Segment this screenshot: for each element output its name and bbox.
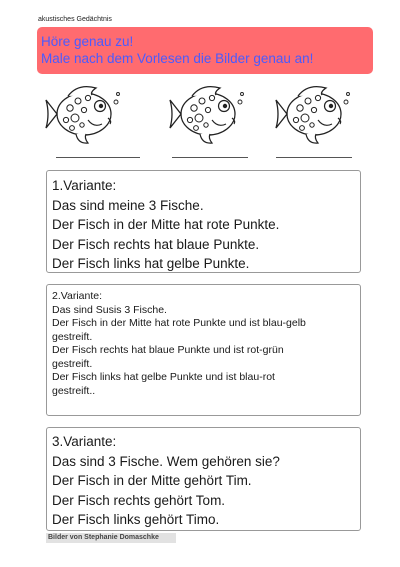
variant-line: Der Fisch links gehört Timo. bbox=[52, 512, 220, 528]
variant-line: Der Fisch in der Mitte hat rote Punkte. bbox=[52, 217, 280, 232]
variant-line: Der Fisch links hat gelbe Punkte und ist blau-rot bbox=[52, 371, 275, 383]
fish-outline-icon bbox=[44, 80, 122, 150]
variant-line: gestreift.. bbox=[52, 384, 96, 397]
name-line-left bbox=[56, 157, 140, 158]
variant-line: Der Fisch rechts gehört Tom. bbox=[52, 492, 226, 508]
instruction-line-1: Höre genau zu! bbox=[41, 34, 134, 49]
variant-line: Der Fisch links hat gelbe Punkte. bbox=[52, 256, 250, 271]
instruction-line-2: Male nach dem Vorlesen die Bilder genau an! bbox=[41, 51, 314, 66]
name-line-middle bbox=[172, 157, 248, 158]
variant-title: 1.Variante: bbox=[52, 178, 117, 193]
image-credit: Bilder von Stephanie Domaschke bbox=[46, 533, 176, 543]
variant-line: Der Fisch rechts hat blaue Punkte. bbox=[52, 236, 260, 252]
variant-title: 2.Variante: bbox=[52, 290, 103, 302]
variant-card-3 bbox=[46, 427, 361, 531]
variant-title: 3.Variante: bbox=[52, 434, 117, 449]
fish-outline-icon bbox=[168, 80, 246, 150]
variant-line: Der Fisch rechts hat blaue Punkte und ist rot-grün bbox=[52, 344, 284, 356]
instruction-banner bbox=[37, 27, 373, 74]
variant-line: Das sind Susis 3 Fische. bbox=[52, 303, 167, 316]
variant-line: Das sind meine 3 Fische. bbox=[52, 197, 204, 213]
variant-card-2 bbox=[46, 284, 361, 416]
variant-line: gestreift. bbox=[52, 357, 93, 370]
variant-line: Das sind 3 Fische. Wem gehören sie? bbox=[52, 453, 280, 469]
variant-line: Der Fisch in der Mitte hat rote Punkte und ist blau-gelb bbox=[52, 317, 306, 329]
variant-line: gestreift. bbox=[52, 330, 93, 343]
variant-line: Der Fisch in der Mitte gehört Tim. bbox=[52, 473, 252, 489]
fish-outline-icon bbox=[274, 80, 352, 150]
worksheet-topic-label: akustisches Gedächtnis bbox=[38, 16, 112, 23]
name-line-right bbox=[276, 157, 352, 158]
variant-card-1 bbox=[46, 170, 361, 273]
